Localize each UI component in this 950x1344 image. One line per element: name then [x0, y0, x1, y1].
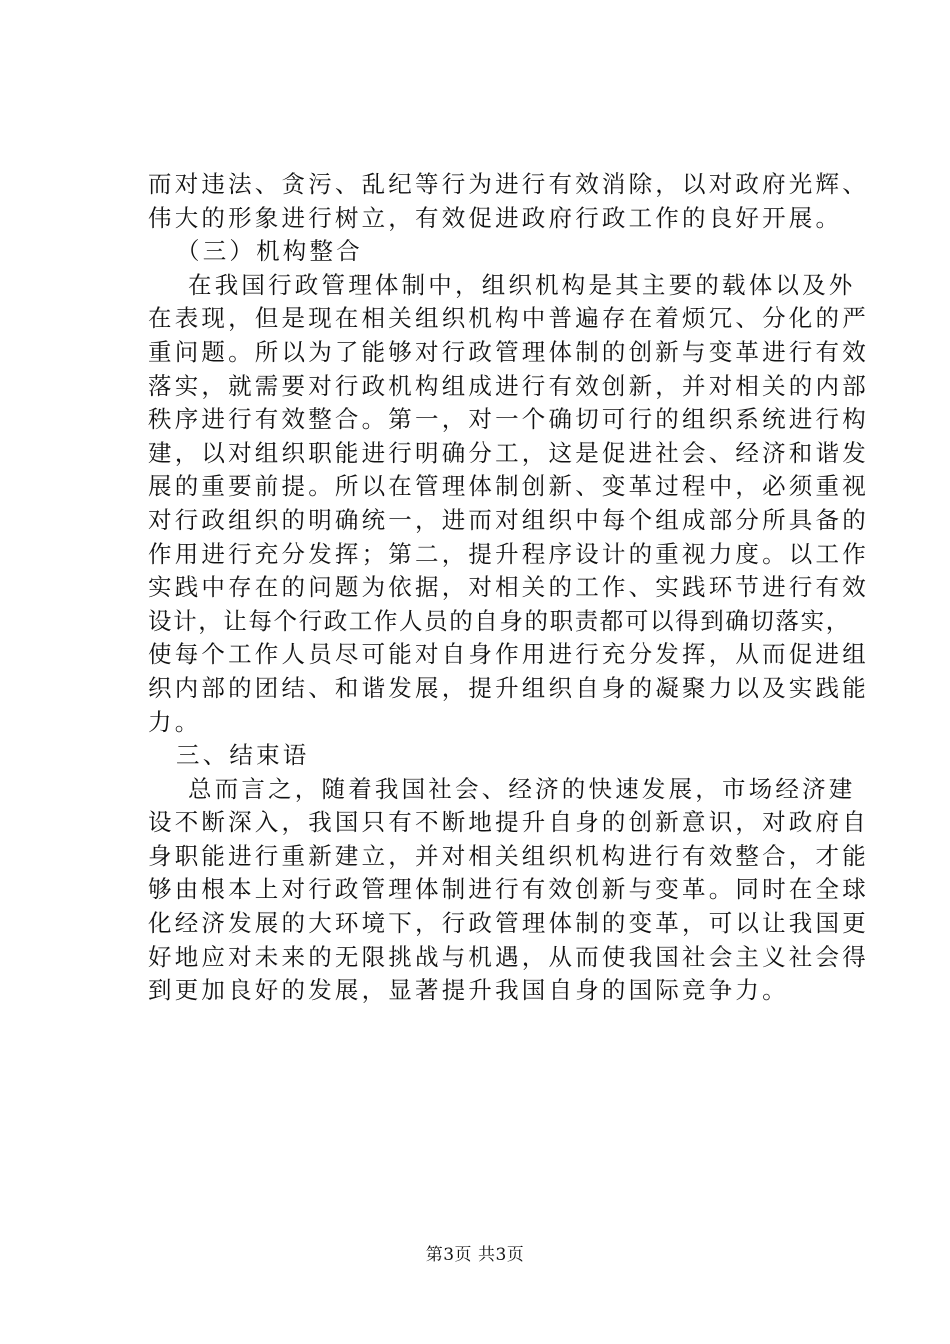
paragraph-line: 化经济发展的大环境下，行政管理体制的变革，可以让我国更	[148, 909, 869, 938]
paragraph-line: 在我国行政管理体制中，组织机构是其主要的载体以及外	[188, 270, 856, 299]
paragraph-line: 好地应对未来的无限挑战与机遇，从而使我国社会主义社会得	[148, 942, 869, 971]
paragraph-line: 建，以对组织职能进行明确分工，这是促进社会、经济和谐发	[148, 438, 869, 467]
paragraph-line: 够由根本上对行政管理体制进行有效创新与变革。同时在全球	[148, 875, 869, 904]
paragraph-line: 落实，就需要对行政机构组成进行有效创新，并对相关的内部	[148, 371, 869, 400]
paragraph-line: 力。	[148, 707, 202, 736]
paragraph-line: 作用进行充分发挥；第二，提升程序设计的重视力度。以工作	[148, 539, 869, 568]
paragraph-line: 设不断深入，我国只有不断地提升自身的创新意识，对政府自	[148, 808, 869, 837]
paragraph-line: 使每个工作人员尽可能对自身作用进行充分发挥，从而促进组	[148, 640, 869, 669]
paragraph-line: 对行政组织的明确统一，进而对组织中每个组成部分所具备的	[148, 505, 869, 534]
paragraph-line: 实践中存在的问题为依据，对相关的工作、实践环节进行有效	[148, 573, 869, 602]
paragraph-line: 而对违法、贪污、乱纪等行为进行有效消除，以对政府光辉、	[148, 170, 869, 198]
paragraph-line: 在表现，但是现在相关组织机构中普遍存在着烦冗、分化的严	[148, 304, 869, 333]
page-number-footer: 第3页 共3页	[425, 1245, 525, 1265]
paragraph-line: 到更加良好的发展，显著提升我国自身的国际竞争力。	[148, 976, 789, 1005]
paragraph-line: 织内部的团结、和谐发展，提升组织自身的凝聚力以及实践能	[148, 673, 869, 702]
paragraph-line: 伟大的形象进行树立，有效促进政府行政工作的良好开展。	[148, 203, 843, 232]
document-body	[148, 168, 869, 1008]
paragraph-line: 设计，让每个行政工作人员的自身的职责都可以得到确切落实，	[148, 606, 851, 635]
paragraph-line: 展的重要前提。所以在管理体制创新、变革过程中，必须重视	[148, 472, 869, 501]
paragraph-line: 身职能进行重新建立，并对相关组织机构进行有效整合，才能	[148, 841, 869, 870]
section-heading: （三）机构整合	[176, 237, 363, 266]
paragraph-line: 秩序进行有效整合。第一，对一个确切可行的组织系统进行构	[148, 405, 869, 434]
section-heading: 三、结束语	[176, 741, 310, 770]
paragraph-line: 重问题。所以为了能够对行政管理体制的创新与变革进行有效	[148, 337, 869, 366]
paragraph-line: 总而言之，随着我国社会、经济的快速发展，市场经济建	[188, 774, 856, 803]
